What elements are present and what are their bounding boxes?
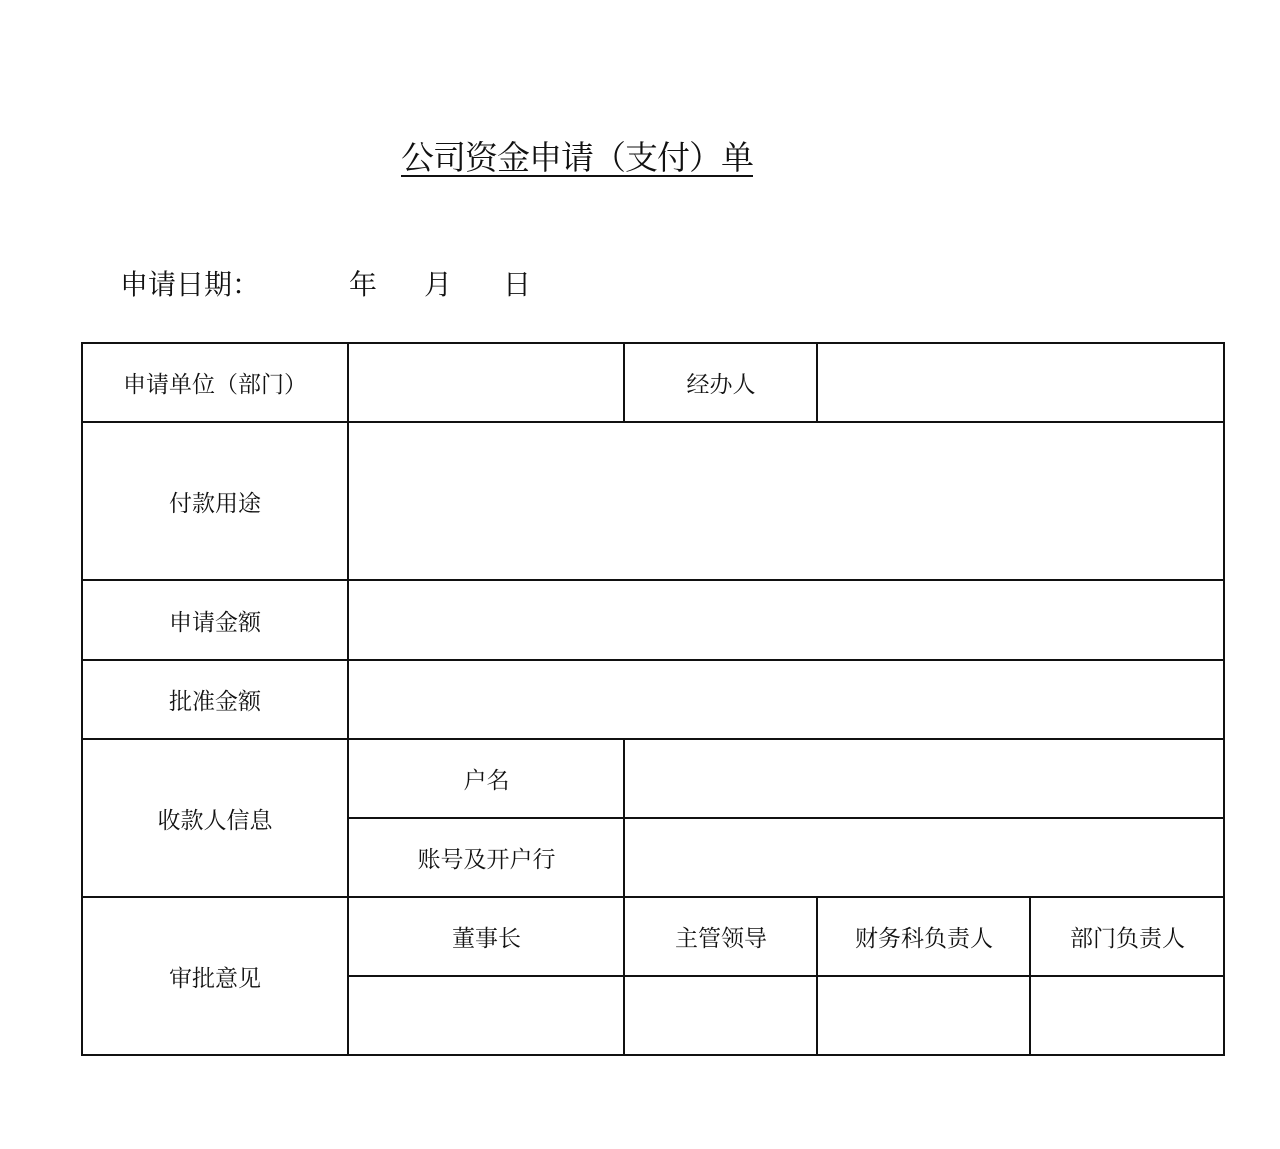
approved-amount-field[interactable] [349, 660, 1224, 739]
approval-label: 审批意见 [169, 965, 261, 992]
handler-label: 经办人 [686, 372, 756, 398]
chairman-label: 董事长 [452, 926, 521, 952]
account-bank-field[interactable] [625, 818, 1224, 897]
page-title: 公司资金申请（支付）单 [401, 138, 753, 177]
date-day-label: 日 [503, 268, 532, 301]
date-year-label: 年 [349, 268, 378, 301]
supervisor-label: 主管领导 [675, 926, 767, 952]
purpose-field[interactable] [349, 422, 1224, 580]
requested-amount-label: 申请金额 [169, 609, 261, 636]
finance-head-label: 财务科负责人 [855, 926, 993, 952]
approved-amount-label: 批准金额 [169, 689, 261, 715]
date-month-label: 月 [424, 268, 453, 301]
department-head-signature-field[interactable] [1031, 977, 1224, 1055]
date-label: 申请日期： [120, 268, 261, 301]
handler-field[interactable] [818, 343, 1224, 422]
chairman-signature-field[interactable] [349, 977, 624, 1055]
applicant-unit-field[interactable] [349, 343, 624, 422]
requested-amount-field[interactable] [349, 580, 1224, 660]
department-head-label: 部门负责人 [1070, 926, 1185, 952]
finance-head-signature-field[interactable] [818, 977, 1030, 1055]
supervisor-signature-field[interactable] [625, 977, 817, 1055]
purpose-label: 付款用途 [169, 490, 261, 517]
account-name-label: 户名 [463, 768, 510, 794]
account-bank-label: 账号及开户行 [417, 847, 556, 873]
account-name-field[interactable] [625, 739, 1224, 818]
applicant-unit-label: 申请单位（部门） [123, 372, 307, 398]
payee-info-label: 收款人信息 [157, 807, 273, 834]
